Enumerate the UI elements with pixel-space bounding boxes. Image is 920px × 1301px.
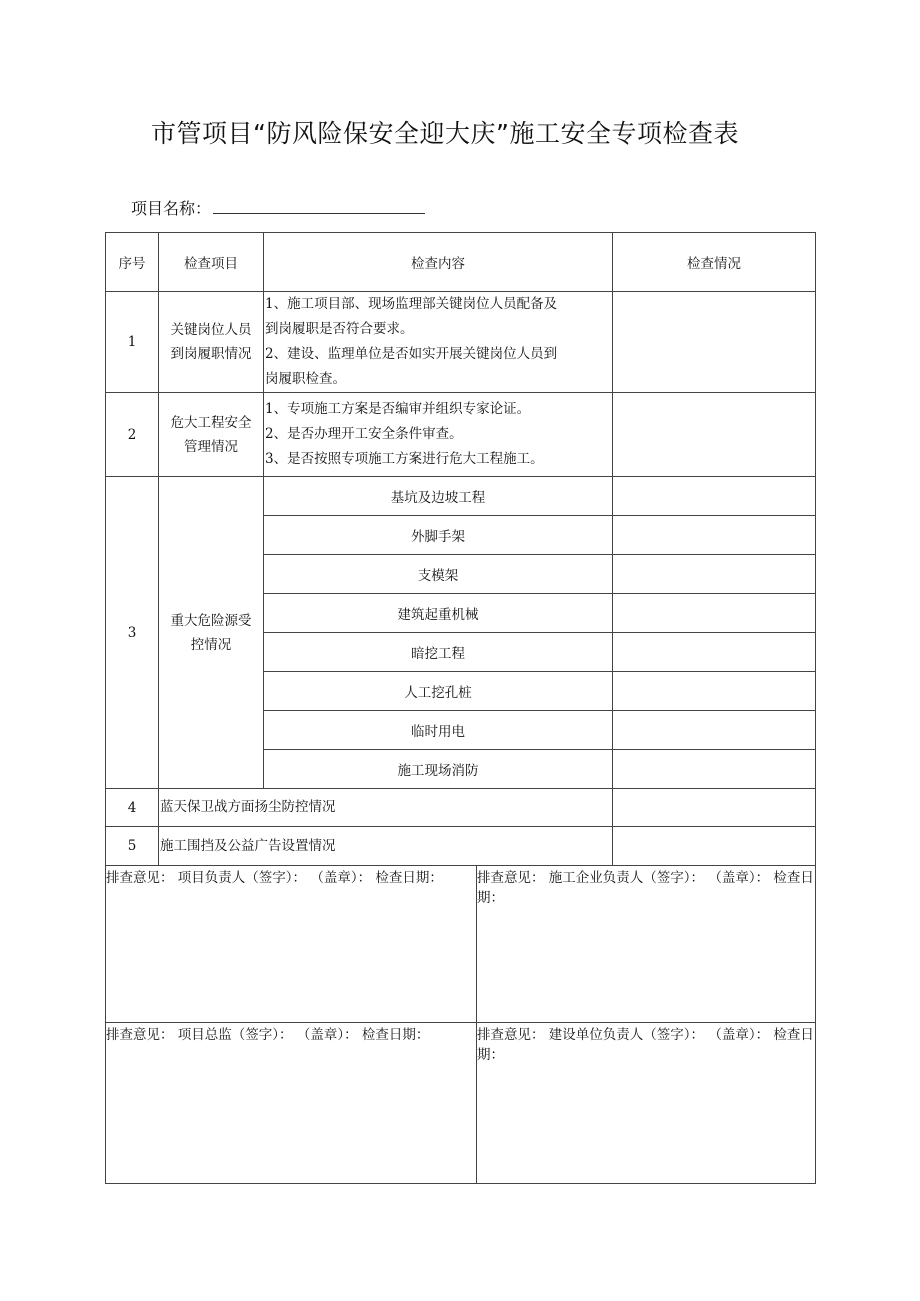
header-status: 检查情况 xyxy=(613,233,816,292)
signature-row xyxy=(106,866,816,1023)
signer-label: 施工企业负责人（签字）： xyxy=(548,870,705,886)
row2-no: 2 xyxy=(106,393,159,477)
row1-content xyxy=(264,292,613,393)
row3-sub-item: 人工挖孔桩 xyxy=(264,672,613,711)
row4-content: 蓝天保卫战方面扬尘防控情况 xyxy=(159,789,613,827)
header-item: 检查项目 xyxy=(159,233,264,292)
row3-status-cell[interactable] xyxy=(613,672,816,711)
signer-label: 项目总监（签字）： xyxy=(177,1027,293,1043)
row4-no: 4 xyxy=(106,789,159,827)
row1-item-line2: 到岗履职情况 xyxy=(170,346,252,362)
header-no: 序号 xyxy=(106,233,159,292)
row3-no: 3 xyxy=(106,477,159,789)
row2-content-line: 2、是否办理开工安全条件审查。 xyxy=(265,426,463,442)
opinion-label: 排查意见： xyxy=(106,1027,174,1043)
project-name-field xyxy=(131,196,425,219)
row3-sub-item: 暗挖工程 xyxy=(264,633,613,672)
row3-status-cell[interactable] xyxy=(613,633,816,672)
header-content: 检查内容 xyxy=(264,233,613,292)
row2-status-cell[interactable] xyxy=(613,393,816,477)
row3-sub-item: 外脚手架 xyxy=(264,516,613,555)
opinion-label: 排查意见： xyxy=(106,870,174,886)
row1-no: 1 xyxy=(106,292,159,393)
row3-item-line2: 控情况 xyxy=(190,636,232,653)
opinion-label: 排查意见： xyxy=(477,1027,545,1043)
row3-status-cell[interactable] xyxy=(613,555,816,594)
signature-block-owner[interactable] xyxy=(477,1023,815,1183)
project-name-label: 项目名称： xyxy=(131,199,212,218)
date-label: 检查日期： xyxy=(477,1027,814,1063)
row1-content-line: 1、施工项目部、现场监理部关键岗位人员配备及 xyxy=(265,296,558,312)
date-label: 检查日期： xyxy=(477,870,814,906)
signature-block-supervisor[interactable] xyxy=(106,1023,477,1183)
row3-item-line1: 重大危险源受 xyxy=(170,612,252,629)
row1-content-line: 岗履职检查。 xyxy=(265,371,346,387)
row1-content-line: 到岗履职是否符合要求。 xyxy=(265,321,414,337)
seal-label: （盖章）： xyxy=(310,870,372,886)
row3-sub-item: 基坑及边坡工程 xyxy=(264,477,613,516)
row5-content: 施工围挡及公益广告设置情况 xyxy=(159,827,613,866)
row1-status-cell[interactable] xyxy=(613,292,816,393)
signature-block-contractor[interactable] xyxy=(477,866,815,1022)
signer-label: 建设单位负责人（签字）： xyxy=(548,1027,705,1043)
date-label: 检查日期： xyxy=(361,1027,430,1043)
row3-status-cell[interactable] xyxy=(613,750,816,789)
table-row xyxy=(106,827,816,866)
seal-label: （盖章）： xyxy=(708,1027,770,1043)
table-row xyxy=(106,292,816,393)
table-row xyxy=(106,477,816,516)
table-row xyxy=(106,789,816,827)
seal-label: （盖章）： xyxy=(296,1027,358,1043)
row1-item xyxy=(159,292,264,393)
table-row xyxy=(106,393,816,477)
row1-content-line: 2、建设、监理单位是否如实开展关键岗位人员到 xyxy=(265,346,558,362)
row3-item xyxy=(159,477,264,789)
signature-wrapper xyxy=(106,866,816,1023)
date-label: 检查日期： xyxy=(375,870,443,886)
project-name-blank[interactable] xyxy=(213,199,425,214)
row1-item-line1: 关键岗位人员 xyxy=(170,322,252,338)
row2-item-line1: 危大工程安全 xyxy=(170,414,252,431)
row2-content-line: 3、是否按照专项施工方案进行危大工程施工。 xyxy=(265,451,544,467)
row3-sub-item: 建筑起重机械 xyxy=(264,594,613,633)
row3-sub-item: 临时用电 xyxy=(264,711,613,750)
page-title: 市管项目“防风险保安全迎大庆”施工安全专项检查表 xyxy=(151,119,739,148)
signature-split xyxy=(106,1023,815,1183)
signer-label: 项目负责人（签字）： xyxy=(177,870,307,886)
row3-status-cell[interactable] xyxy=(613,594,816,633)
signature-block-project[interactable] xyxy=(106,866,477,1022)
signature-wrapper xyxy=(106,1023,816,1184)
row3-status-cell[interactable] xyxy=(613,477,816,516)
inspection-table xyxy=(105,232,816,1184)
row2-item-line2: 管理情况 xyxy=(184,438,238,455)
signature-row xyxy=(106,1023,816,1184)
row4-status-cell[interactable] xyxy=(613,789,816,827)
row3-status-cell[interactable] xyxy=(613,516,816,555)
row2-content-line: 1、专项施工方案是否编审并组织专家论证。 xyxy=(265,401,531,417)
seal-label: （盖章）： xyxy=(708,870,770,886)
row5-status-cell[interactable] xyxy=(613,827,816,866)
signature-split xyxy=(106,866,815,1022)
opinion-label: 排查意见： xyxy=(477,870,545,886)
row3-sub-item: 支模架 xyxy=(264,555,613,594)
row3-status-cell[interactable] xyxy=(613,711,816,750)
row2-content xyxy=(264,393,613,477)
row3-sub-item: 施工现场消防 xyxy=(264,750,613,789)
row2-item xyxy=(159,393,264,477)
row5-no: 5 xyxy=(106,827,159,866)
table-header-row xyxy=(106,233,816,292)
